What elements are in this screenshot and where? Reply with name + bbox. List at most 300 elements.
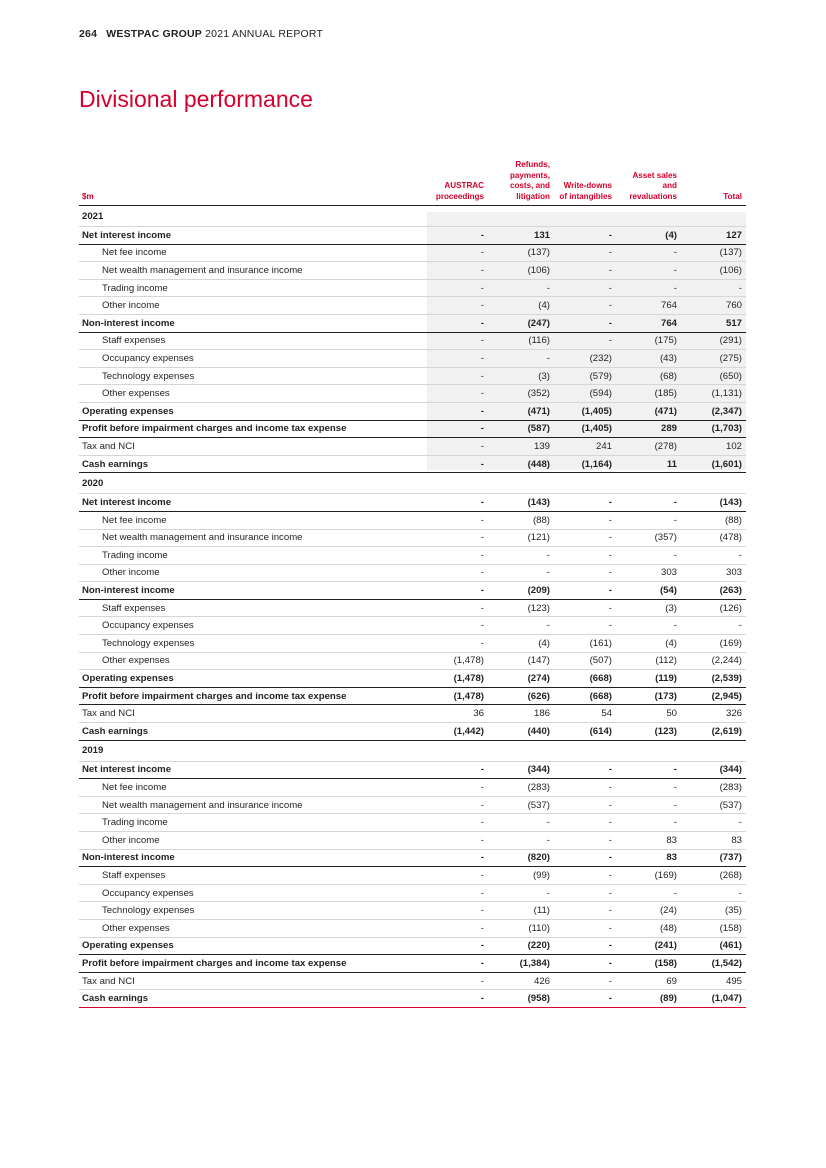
cell-value: - <box>488 350 554 368</box>
cell-value: (89) <box>616 990 681 1008</box>
row-label: Net interest income <box>79 494 427 512</box>
table-row <box>79 884 746 902</box>
cell-value: (283) <box>681 779 746 797</box>
cell-value: 517 <box>681 314 746 332</box>
cell-value: (2,347) <box>681 402 746 420</box>
cell-value: (121) <box>488 529 554 547</box>
row-label: Cash earnings <box>79 723 427 741</box>
table-row <box>79 779 746 797</box>
cell-value: - <box>554 494 616 512</box>
cell-value: (1,384) <box>488 955 554 973</box>
table-row <box>79 761 746 779</box>
cell-value: - <box>554 297 616 315</box>
cell-value: - <box>427 511 488 529</box>
row-label: Net interest income <box>79 227 427 245</box>
table-row <box>79 849 746 867</box>
row-label: Other income <box>79 297 427 315</box>
cell-value: (275) <box>681 350 746 368</box>
cell-value: - <box>427 599 488 617</box>
table-row <box>79 564 746 582</box>
cell-value: - <box>554 884 616 902</box>
cell-value: - <box>616 279 681 297</box>
cell-value: (344) <box>488 761 554 779</box>
cell-value: - <box>488 617 554 635</box>
table-row <box>79 385 746 403</box>
cell-value: - <box>427 919 488 937</box>
table-row <box>79 652 746 670</box>
cell-value: - <box>616 779 681 797</box>
cell-value: - <box>427 972 488 990</box>
table-row <box>79 529 746 547</box>
cell-value: (4) <box>616 227 681 245</box>
cell-value: 102 <box>681 438 746 456</box>
cell-value: - <box>554 814 616 832</box>
cell-value: (137) <box>488 244 554 262</box>
cell-value: (537) <box>681 796 746 814</box>
row-label: Technology expenses <box>79 902 427 920</box>
row-label: Staff expenses <box>79 867 427 885</box>
cell-value: - <box>427 402 488 420</box>
table-row <box>79 227 746 245</box>
cell-value: - <box>554 279 616 297</box>
cell-value: 50 <box>616 705 681 723</box>
cell-value: - <box>488 884 554 902</box>
cell-value: - <box>427 902 488 920</box>
cell-value: - <box>554 332 616 350</box>
cell-value: - <box>427 582 488 600</box>
cell-value: (54) <box>616 582 681 600</box>
cell-value: (471) <box>616 402 681 420</box>
row-label: Non-interest income <box>79 314 427 332</box>
table-row <box>79 867 746 885</box>
cell-value: - <box>616 814 681 832</box>
row-label: Occupancy expenses <box>79 884 427 902</box>
cell-value: - <box>427 564 488 582</box>
cell-value: (175) <box>616 332 681 350</box>
cell-value: - <box>554 867 616 885</box>
cell-value: 186 <box>488 705 554 723</box>
cell-value: - <box>427 635 488 653</box>
row-label: Net wealth management and insurance income <box>79 262 427 280</box>
cell-value: (2,619) <box>681 723 746 741</box>
row-label: Net interest income <box>79 761 427 779</box>
column-header: $m <box>79 160 427 206</box>
cell-value: 127 <box>681 227 746 245</box>
table-row <box>79 494 746 512</box>
row-label: Trading income <box>79 279 427 297</box>
cell-value: 83 <box>681 832 746 850</box>
cell-value: - <box>616 262 681 280</box>
cell-value: - <box>427 990 488 1008</box>
cell-value: - <box>554 832 616 850</box>
cell-value: (119) <box>616 670 681 688</box>
cell-value: (147) <box>488 652 554 670</box>
column-header: Asset sales and revaluations <box>616 160 681 206</box>
cell-value: - <box>427 438 488 456</box>
cell-value: (4) <box>488 635 554 653</box>
cell-value: 303 <box>616 564 681 582</box>
cell-value: - <box>681 884 746 902</box>
cell-value: (1,478) <box>427 670 488 688</box>
row-label: Profit before impairment charges and income tax expense <box>79 955 427 973</box>
cell-value: 11 <box>616 455 681 473</box>
row-label: Non-interest income <box>79 849 427 867</box>
table-row <box>79 617 746 635</box>
cell-value: (274) <box>488 670 554 688</box>
cell-value: - <box>616 617 681 635</box>
row-label: Tax and NCI <box>79 972 427 990</box>
cell-value: (106) <box>681 262 746 280</box>
cell-value: - <box>554 955 616 973</box>
row-label: Cash earnings <box>79 455 427 473</box>
row-label: Net wealth management and insurance income <box>79 796 427 814</box>
cell-value: - <box>554 761 616 779</box>
cell-value: - <box>554 547 616 565</box>
row-label: Occupancy expenses <box>79 617 427 635</box>
table-header-row <box>79 160 746 206</box>
table-row <box>79 297 746 315</box>
row-label: Cash earnings <box>79 990 427 1008</box>
row-label: Net fee income <box>79 511 427 529</box>
cell-value: (110) <box>488 919 554 937</box>
table-row <box>79 314 746 332</box>
row-label: Other expenses <box>79 919 427 937</box>
row-label: Other income <box>79 564 427 582</box>
table-row <box>79 332 746 350</box>
cell-value: - <box>427 262 488 280</box>
cell-value: - <box>554 227 616 245</box>
table-row <box>79 420 746 438</box>
cell-value: - <box>427 814 488 832</box>
cell-value: (1,601) <box>681 455 746 473</box>
cell-value: - <box>554 796 616 814</box>
cell-value: 83 <box>616 832 681 850</box>
cell-value: - <box>681 279 746 297</box>
cell-value: (88) <box>488 511 554 529</box>
cell-value: (737) <box>681 849 746 867</box>
cell-value: - <box>427 617 488 635</box>
table-row <box>79 279 746 297</box>
table-row <box>79 511 746 529</box>
cell-value: (48) <box>616 919 681 937</box>
row-label: 2019 <box>79 740 746 761</box>
cell-value: (357) <box>616 529 681 547</box>
row-label: Staff expenses <box>79 332 427 350</box>
cell-value: 83 <box>616 849 681 867</box>
row-label: Tax and NCI <box>79 705 427 723</box>
row-label: Technology expenses <box>79 367 427 385</box>
cell-value: (158) <box>681 919 746 937</box>
divisional-performance-table <box>79 160 746 1008</box>
cell-value: - <box>427 779 488 797</box>
cell-value: (668) <box>554 687 616 705</box>
cell-value: - <box>427 494 488 512</box>
table-row <box>79 262 746 280</box>
cell-value: - <box>616 547 681 565</box>
cell-value: (1,478) <box>427 652 488 670</box>
cell-value: (232) <box>554 350 616 368</box>
cell-value: - <box>488 547 554 565</box>
cell-value: - <box>554 849 616 867</box>
cell-value: (11) <box>488 902 554 920</box>
cell-value: (537) <box>488 796 554 814</box>
page-title: Divisional performance <box>79 86 313 112</box>
row-label: Operating expenses <box>79 402 427 420</box>
table-row <box>79 955 746 973</box>
table-row <box>79 723 746 741</box>
table-row <box>79 635 746 653</box>
cell-value: - <box>681 547 746 565</box>
cell-value: (2,244) <box>681 652 746 670</box>
cell-value: (116) <box>488 332 554 350</box>
cell-value: (471) <box>488 402 554 420</box>
row-label: Trading income <box>79 547 427 565</box>
table-row <box>79 814 746 832</box>
cell-value: - <box>427 332 488 350</box>
cell-value: 303 <box>681 564 746 582</box>
row-label: Net wealth management and insurance income <box>79 529 427 547</box>
column-header: Write-downs of intangibles <box>554 160 616 206</box>
cell-value: 764 <box>616 297 681 315</box>
cell-value: (3) <box>616 599 681 617</box>
cell-value: (169) <box>616 867 681 885</box>
cell-value: (126) <box>681 599 746 617</box>
cell-value: - <box>427 796 488 814</box>
report-name: 2021 ANNUAL REPORT <box>205 28 324 40</box>
cell-value: - <box>427 761 488 779</box>
cell-value: (158) <box>616 955 681 973</box>
table-row <box>79 547 746 565</box>
table-row <box>79 599 746 617</box>
cell-value: (263) <box>681 582 746 600</box>
cell-value: (507) <box>554 652 616 670</box>
cell-value: - <box>488 832 554 850</box>
cell-value: - <box>554 972 616 990</box>
cell-value: - <box>427 244 488 262</box>
year-row <box>79 473 746 494</box>
cell-value: (650) <box>681 367 746 385</box>
row-label: Staff expenses <box>79 599 427 617</box>
cell-value: - <box>554 919 616 937</box>
column-header: Total <box>681 160 746 206</box>
cell-value: (24) <box>616 902 681 920</box>
cell-value: 495 <box>681 972 746 990</box>
row-label: 2021 <box>79 206 746 227</box>
table-row <box>79 582 746 600</box>
table-row <box>79 455 746 473</box>
cell-value: (112) <box>616 652 681 670</box>
cell-value: (291) <box>681 332 746 350</box>
row-label: Trading income <box>79 814 427 832</box>
cell-value: - <box>616 494 681 512</box>
cell-value: 241 <box>554 438 616 456</box>
row-label: Profit before impairment charges and income tax expense <box>79 687 427 705</box>
table-row <box>79 972 746 990</box>
cell-value: (1,478) <box>427 687 488 705</box>
cell-value: (278) <box>616 438 681 456</box>
cell-value: (614) <box>554 723 616 741</box>
cell-value: - <box>427 350 488 368</box>
cell-value: - <box>488 814 554 832</box>
cell-value: - <box>554 617 616 635</box>
table-row <box>79 402 746 420</box>
cell-value: - <box>554 262 616 280</box>
cell-value: - <box>427 314 488 332</box>
cell-value: - <box>488 279 554 297</box>
cell-value: (587) <box>488 420 554 438</box>
row-label: Net fee income <box>79 244 427 262</box>
table-row <box>79 902 746 920</box>
row-label: Operating expenses <box>79 670 427 688</box>
cell-value: (43) <box>616 350 681 368</box>
cell-value: - <box>681 617 746 635</box>
cell-value: (4) <box>488 297 554 315</box>
cell-value: (241) <box>616 937 681 955</box>
table-row <box>79 438 746 456</box>
table-row <box>79 937 746 955</box>
cell-value: (1,131) <box>681 385 746 403</box>
cell-value: (440) <box>488 723 554 741</box>
cell-value: - <box>554 937 616 955</box>
cell-value: - <box>554 511 616 529</box>
cell-value: (106) <box>488 262 554 280</box>
cell-value: (594) <box>554 385 616 403</box>
cell-value: - <box>554 990 616 1008</box>
cell-value: - <box>554 564 616 582</box>
cell-value: (1,405) <box>554 420 616 438</box>
page-header <box>79 28 323 40</box>
cell-value: (461) <box>681 937 746 955</box>
cell-value: - <box>554 779 616 797</box>
row-label: 2020 <box>79 473 746 494</box>
cell-value: (579) <box>554 367 616 385</box>
cell-value: (958) <box>488 990 554 1008</box>
cell-value: (161) <box>554 635 616 653</box>
cell-value: (143) <box>488 494 554 512</box>
cell-value: 289 <box>616 420 681 438</box>
cell-value: (668) <box>554 670 616 688</box>
cell-value: - <box>616 884 681 902</box>
cell-value: (478) <box>681 529 746 547</box>
cell-value: (173) <box>616 687 681 705</box>
column-header: Refunds, payments, costs, and litigation <box>488 160 554 206</box>
cell-value: (2,945) <box>681 687 746 705</box>
cell-value: - <box>616 796 681 814</box>
cell-value: 54 <box>554 705 616 723</box>
cell-value: (137) <box>681 244 746 262</box>
cell-value: 131 <box>488 227 554 245</box>
cell-value: - <box>427 279 488 297</box>
row-label: Other income <box>79 832 427 850</box>
cell-value: - <box>427 529 488 547</box>
cell-value: (99) <box>488 867 554 885</box>
row-label: Net fee income <box>79 779 427 797</box>
table-row <box>79 687 746 705</box>
cell-value: - <box>427 385 488 403</box>
cell-value: - <box>427 884 488 902</box>
table-body <box>79 206 746 1008</box>
cell-value: - <box>616 244 681 262</box>
cell-value: - <box>427 367 488 385</box>
cell-value: - <box>427 547 488 565</box>
cell-value: (185) <box>616 385 681 403</box>
cell-value: (169) <box>681 635 746 653</box>
cell-value: 326 <box>681 705 746 723</box>
cell-value: (820) <box>488 849 554 867</box>
cell-value: (220) <box>488 937 554 955</box>
row-label: Other expenses <box>79 652 427 670</box>
cell-value: - <box>554 902 616 920</box>
cell-value: - <box>427 937 488 955</box>
column-header: AUSTRAC proceedings <box>427 160 488 206</box>
table-row <box>79 919 746 937</box>
cell-value: - <box>554 314 616 332</box>
cell-value: (3) <box>488 367 554 385</box>
cell-value: - <box>616 511 681 529</box>
table-row <box>79 832 746 850</box>
cell-value: - <box>554 244 616 262</box>
row-label: Tax and NCI <box>79 438 427 456</box>
cell-value: (123) <box>488 599 554 617</box>
cell-value: (35) <box>681 902 746 920</box>
cell-value: (68) <box>616 367 681 385</box>
table-row <box>79 670 746 688</box>
table-row <box>79 705 746 723</box>
cell-value: (626) <box>488 687 554 705</box>
cell-value: 760 <box>681 297 746 315</box>
cell-value: (1,405) <box>554 402 616 420</box>
cell-value: (344) <box>681 761 746 779</box>
table-row <box>79 990 746 1008</box>
cell-value: - <box>427 420 488 438</box>
cell-value: - <box>427 955 488 973</box>
row-label: Technology expenses <box>79 635 427 653</box>
cell-value: - <box>681 814 746 832</box>
table-row <box>79 350 746 368</box>
row-label: Profit before impairment charges and income tax expense <box>79 420 427 438</box>
row-label: Other expenses <box>79 385 427 403</box>
cell-value: (352) <box>488 385 554 403</box>
cell-value: (4) <box>616 635 681 653</box>
table-row <box>79 367 746 385</box>
cell-value: (209) <box>488 582 554 600</box>
cell-value: (88) <box>681 511 746 529</box>
cell-value: - <box>427 867 488 885</box>
cell-value: (1,542) <box>681 955 746 973</box>
cell-value: 426 <box>488 972 554 990</box>
row-label: Operating expenses <box>79 937 427 955</box>
cell-value: 139 <box>488 438 554 456</box>
cell-value: - <box>427 849 488 867</box>
cell-value: (448) <box>488 455 554 473</box>
year-row <box>79 740 746 761</box>
cell-value: 69 <box>616 972 681 990</box>
cell-value: (1,164) <box>554 455 616 473</box>
cell-value: - <box>427 832 488 850</box>
cell-value: - <box>554 529 616 547</box>
cell-value: (123) <box>616 723 681 741</box>
cell-value: - <box>427 455 488 473</box>
cell-value: (2,539) <box>681 670 746 688</box>
page-number: 264 <box>79 28 98 40</box>
cell-value: (247) <box>488 314 554 332</box>
cell-value: - <box>616 761 681 779</box>
row-label: Occupancy expenses <box>79 350 427 368</box>
cell-value: (1,442) <box>427 723 488 741</box>
cell-value: - <box>554 599 616 617</box>
year-row <box>79 206 746 227</box>
cell-value: (283) <box>488 779 554 797</box>
